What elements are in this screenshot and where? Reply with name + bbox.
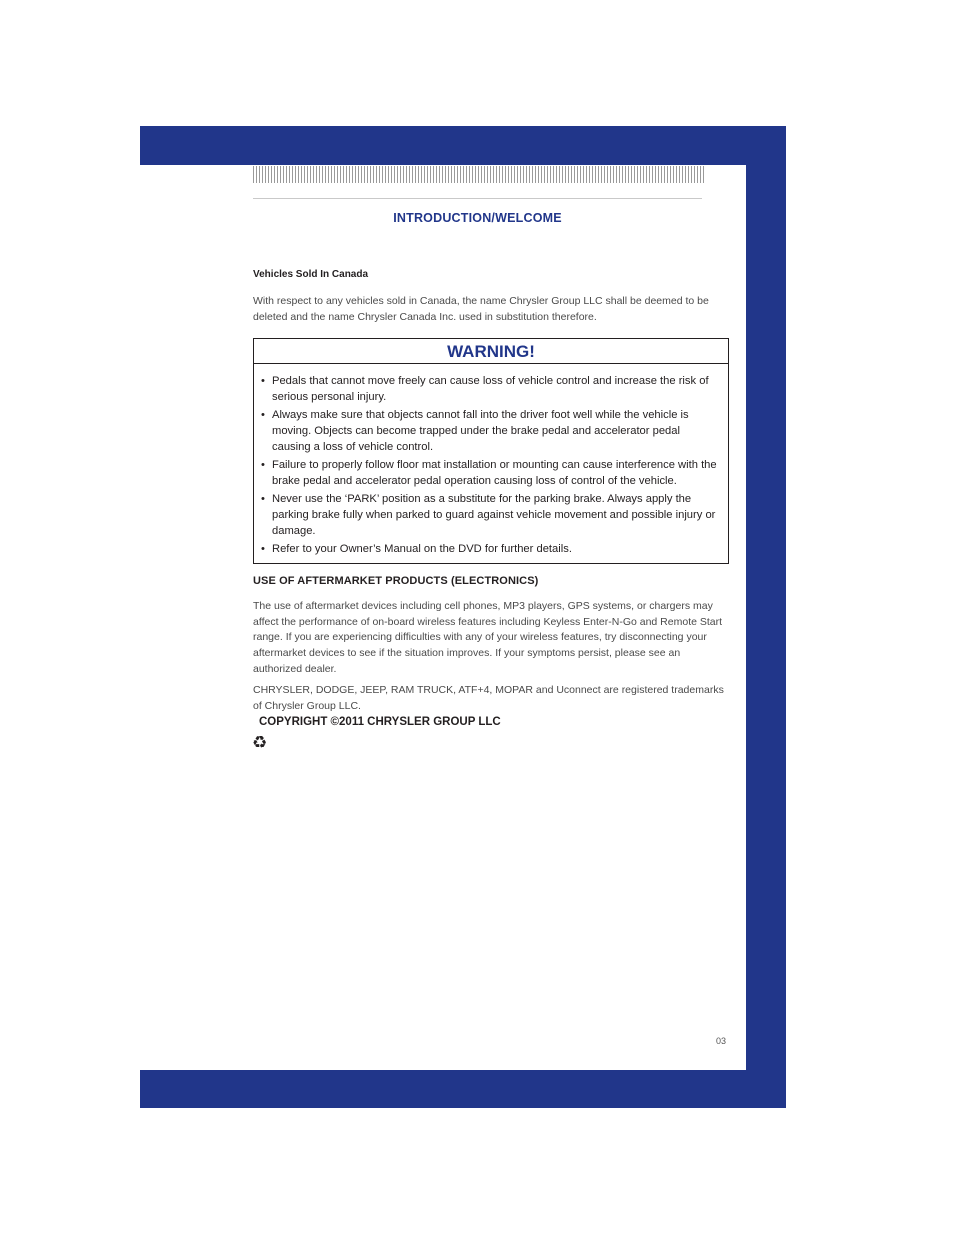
warning-item-text: Failure to properly follow floor mat installation or mounting can cause interference with the brake pedal and accelerator pedal operation causing loss of control of the vehicle. (272, 459, 717, 488)
section-title: INTRODUCTION/WELCOME (393, 211, 562, 225)
decorative-tick-strip (253, 166, 704, 183)
warning-item-text: Refer to your Owner’s Manual on the DVD for further details. (272, 543, 572, 556)
bullet-icon: • (261, 408, 265, 421)
warning-item (261, 407, 718, 456)
header-divider (253, 198, 702, 199)
warning-item-text: Always make sure that objects cannot fall into the driver foot well while the vehicle is moving. Objects can become trapped under the brake pedal and accelerator pedal causing a loss of vehicle control. (272, 408, 689, 454)
copyright-notice: COPYRIGHT ©2011 CHRYSLER GROUP LLC (259, 716, 501, 728)
bullet-icon: • (261, 492, 265, 505)
warning-item-text: Pedals that cannot move freely can cause loss of vehicle control and increase the risk of serious personal injury. (272, 375, 709, 404)
recycle-icon: ♻ (252, 733, 268, 752)
canada-paragraph: With respect to any vehicles sold in Canada, the name Chrysler Group LLC shall be deemed to be deleted and the name Chrysler Canada Inc. used in substitution therefore. (253, 295, 709, 323)
warning-list (254, 364, 728, 557)
bullet-icon: • (261, 375, 265, 387)
warning-title: WARNING! (254, 339, 728, 364)
aftermarket-heading: USE OF AFTERMARKET PRODUCTS (ELECTRONICS) (253, 575, 539, 587)
warning-item (261, 491, 718, 540)
warning-item (261, 541, 718, 557)
frame-right-bar (746, 126, 786, 1108)
warning-item (261, 373, 718, 405)
bullet-icon: • (261, 543, 265, 556)
aftermarket-paragraph: The use of aftermarket devices including cell phones, MP3 players, GPS systems, or chargers may affect the performance of on-board wireless features including Keyless Enter-N-Go and Remote Start range. If you are experiencing difficulties with any of your wireless features, try disconnecting your aftermarket devices to see if the situation improves. If your symptoms persist, please see an authorized dealer. (253, 600, 723, 675)
warning-item (261, 457, 718, 489)
frame-bottom-bar (140, 1070, 786, 1108)
warning-box (253, 338, 729, 564)
page-number: 03 (716, 1036, 727, 1046)
bullet-icon: • (261, 459, 265, 472)
warning-item-text: Never use the ‘PARK’ position as a substitute for the parking brake. Always apply the parking brake fully when parked to guard against vehicle movement and possible injury or damage. (272, 492, 716, 538)
canada-heading: Vehicles Sold In Canada (253, 269, 369, 280)
trademarks-paragraph: CHRYSLER, DODGE, JEEP, RAM TRUCK, ATF+4, MOPAR and Uconnect are registered trademarks of Chrysler Group LLC. (253, 684, 724, 712)
frame-top-bar (140, 126, 786, 165)
